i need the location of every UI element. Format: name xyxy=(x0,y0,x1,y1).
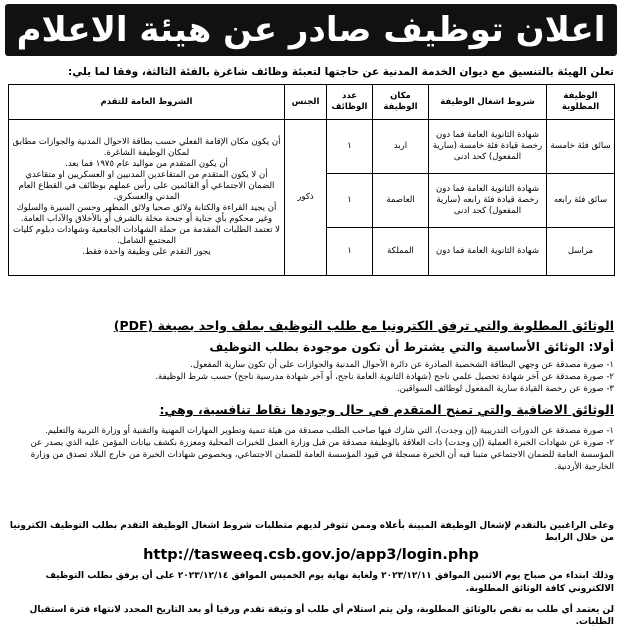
header-count: عدد الوظائف xyxy=(327,85,373,120)
condition-item: أن لا يكون المتقدم من المتقاعدين المدنيين او العسكريين او متقاعدي الضمان الاجتماعي أو القائمين على رأس عملهم بوظائف في القطاع العام المدني والعسكري. xyxy=(18,170,275,202)
dates-note: وذلك ابتداء من صباح يوم الاثنين الموافق ٢٠٢٣/١٢/١١ ولغاية نهاية يوم الخميس الموافق ٢٠٢٣/١٢/١٤ على أن يرفق بطلب التوظيف الالكتروني كافة الوثائق المطلوبة. xyxy=(45,571,614,594)
table-header-row xyxy=(9,85,615,120)
banner-title: اعلان توظيف صادر عن هيئة الاعلام xyxy=(16,10,606,50)
intro-text: تعلن الهيئة بالتنسيق مع ديوان الخدمة المدنية عن حاجتها لتعبئة وظائف شاغرة بالفئة الثالثة، وفقا لما يلي: xyxy=(68,66,614,78)
place-cell: المملكة xyxy=(373,228,429,276)
place-cell: العاصمة xyxy=(373,174,429,228)
count-cell: ١ xyxy=(327,174,373,228)
banner-box xyxy=(5,4,617,56)
job-cell: سائق فئة خامسة xyxy=(547,120,615,174)
basic-documents-heading: أولا: الوثائق الأساسية والتي يشترط أن تكون موجودة بطلب التوظيف xyxy=(209,340,614,354)
requirements-cell: شهادة الثانوية العامة فما دون xyxy=(429,228,547,276)
header-job: الوظيفة المطلوبة xyxy=(547,85,615,120)
table-row xyxy=(9,120,615,174)
final-note: لن يعتمد أي طلب به نقص بالوثائق المطلوبة، ولن يتم استلام أي طلب أو وثيقة تقدم ورقيا أو بعد التاريخ المحدد لانتهاء فترة استقبال الطلبات. xyxy=(29,605,614,627)
condition-item: أن يكون مكان الإقامة الفعلي حسب بطاقة الاحوال المدنية والجوازات مطابق لمكان الوظيفة الشاغرة. xyxy=(12,137,281,158)
condition-item: لا تعتمد الطلبات المقدمة من حملة الشهادات الجامعية وشهادات دبلوم كليات المجتمع الشامل. xyxy=(13,225,280,246)
job-cell: مراسل xyxy=(547,228,615,276)
list-item: ٢- صورة عن شهادات الخبرة العملية (إن وجدت) ذات العلاقة بالوظيفة مصدقة من قبل وزارة العمل للخبرات المحلية ومعززة بكشف بيانات المؤمن عليه الذي يصدر عن المؤسسة العامة للضمان الاجتماعي متبنا فيه أن الخبرة مسجلة في قيود المؤسسة العامة للضمان الاجتماعي، وبخصوص شهادات الخبرة من خارج البلاد تصدق من وزارة الخارجية الأردنية. xyxy=(30,438,614,472)
header-place: مكان الوظيفة xyxy=(373,85,429,120)
condition-item: أن يجيد القراءة والكتابة ولائق صحيا ولائق المظهر وحسن السيرة والسلوك وغير محكوم بأي جناية أو جنحة مخلة بالشرف أو بالأخلاق والآداب العامة. xyxy=(16,203,277,224)
header-requirements: شروط اشغال الوظيفة xyxy=(429,85,547,120)
condition-item: أن يكون المتقدم من مواليد عام ١٩٧٥ فما بعد. xyxy=(65,159,228,169)
jobs-table xyxy=(8,84,615,276)
count-cell: ١ xyxy=(327,120,373,174)
documents-heading: الوثائق المطلوبة والتي ترفق الكترونيا مع طلب التوظيف بملف واحد بصيغة (PDF) xyxy=(113,318,614,333)
header-gender: الجنس xyxy=(285,85,327,120)
apply-note: وعلى الراغبين بالتقدم لإشغال الوظيفة المبينة بأعلاه وممن تتوفر لديهم متطلبات شروط اشغال الوظيفة التقدم بطلب التوظيف الكترونيا من خلال الرابط xyxy=(9,521,614,543)
count-cell: ١ xyxy=(327,228,373,276)
list-item: ١- صورة مصدقة عن وجهي البطاقة الشخصية الصادرة عن دائرة الأحوال المدنية والجوازات على أن تكون سارية المفعول. xyxy=(190,360,614,370)
extra-documents-heading: الوثائق الاضافية والتي تمنح المتقدم في حال وجودها نقاط تنافسية، وهي: xyxy=(159,402,614,417)
requirements-cell: شهادة الثانوية العامة فما دون رخصة قيادة فئة خامسة (سارية المفعول) كحد ادنى xyxy=(429,120,547,174)
job-cell: سائق فئة رابعه xyxy=(547,174,615,228)
list-item: ١- صورة مصدقة عن الدورات التدريبية (إن وجدت)، التي شارك فيها صاحب الطلب مصدقة من هيئة تنمية وتطوير المهارات المهنية والتقنية أو وزارة التربية والتعليم. xyxy=(45,426,614,436)
banner xyxy=(0,0,622,60)
gender-cell: ذكور xyxy=(285,120,327,276)
header-general-conditions: الشروط العامة للتقدم xyxy=(9,85,285,120)
condition-item: يجوز التقدم على وظيفة واحدة فقط. xyxy=(82,247,211,257)
list-item: ٢- صورة مصدقة عن آخر شهادة تحصيل علمي ناجح (شهادة الثانوية العامة ناجح، أو آخر شهادة مدرسية ناجح) حسب شرط الوظيفة. xyxy=(155,372,614,382)
place-cell: اربد xyxy=(373,120,429,174)
list-item: ٣- صورة عن رخصة القيادة سارية المفعول لوظائف السواقين. xyxy=(396,384,614,394)
general-conditions-cell xyxy=(9,120,285,276)
extra-documents-list xyxy=(8,425,614,473)
requirements-cell: شهادة الثانوية العامة فما دون رخصة قيادة فئة رابعه (سارية المفعول) كحد ادنى xyxy=(429,174,547,228)
application-link[interactable]: http://tasweeq.csb.gov.jo/app3/login.php xyxy=(143,547,479,563)
basic-documents-list xyxy=(8,359,614,395)
